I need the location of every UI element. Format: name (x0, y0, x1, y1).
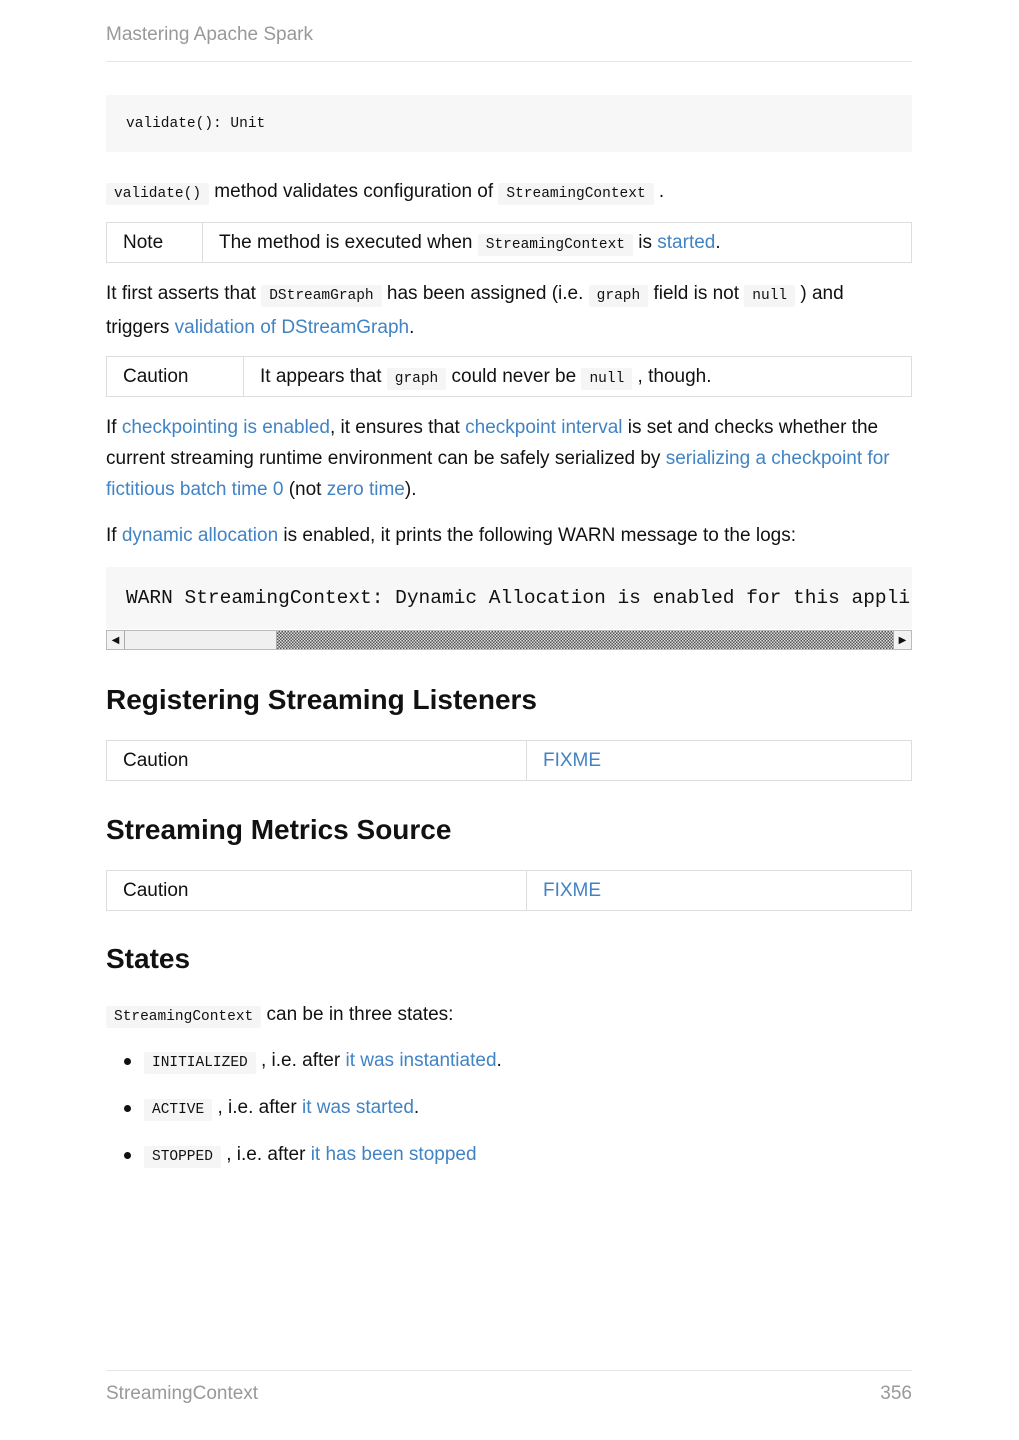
text: If (106, 417, 122, 438)
caution-label: Caution (107, 741, 527, 781)
text: , it ensures that (329, 417, 466, 438)
text: , though. (632, 365, 712, 387)
text: . (496, 1050, 502, 1071)
caution-label: Caution (107, 357, 244, 397)
inline-code: null (744, 285, 795, 307)
scrollbar-track[interactable] (277, 631, 893, 649)
link-fixme[interactable]: FIXME (543, 749, 602, 771)
inline-code: ACTIVE (144, 1099, 212, 1121)
inline-code: validate() (106, 183, 209, 205)
text: can be in three states: (261, 1004, 454, 1025)
code-text: WARN StreamingContext: Dynamic Allocation is enabled for this appli (126, 587, 911, 609)
text: The method is executed when (219, 231, 478, 253)
paragraph-dynamic-allocation (106, 520, 912, 551)
text: . (653, 181, 665, 202)
text: (not (283, 479, 327, 500)
inline-code: DStreamGraph (261, 285, 381, 307)
link-zero-time[interactable]: zero time (326, 479, 405, 500)
caution-admonition (106, 356, 912, 397)
caution-content (244, 357, 912, 397)
inline-code: graph (589, 285, 649, 307)
text: has been assigned (i.e. (381, 283, 589, 304)
scroll-left-arrow-icon[interactable]: ◀ (107, 631, 125, 649)
running-header (106, 24, 912, 62)
inline-code: STOPPED (144, 1146, 221, 1168)
code-block-signature (106, 95, 912, 152)
horizontal-scrollbar[interactable] (106, 630, 912, 650)
paragraph-checkpointing (106, 412, 912, 505)
text: ). (404, 479, 417, 500)
inline-code: StreamingContext (106, 1006, 261, 1028)
link-checkpoint-interval[interactable]: checkpoint interval (465, 417, 623, 438)
link-instantiated[interactable]: it was instantiated (345, 1050, 497, 1071)
text: . (413, 1097, 420, 1118)
list-item (106, 1092, 912, 1139)
code-text: validate(): Unit (126, 115, 266, 132)
text: , i.e. after (212, 1097, 302, 1118)
note-label: Note (107, 223, 203, 263)
text: It first asserts that (106, 283, 262, 304)
heading-metrics-source: Streaming Metrics Source (106, 814, 452, 845)
text: . (409, 317, 415, 338)
paragraph-asserts (106, 278, 912, 343)
inline-code: StreamingContext (498, 183, 653, 205)
text: . (715, 231, 721, 253)
link-validation-dstreamgraph[interactable]: validation of DStreamGraph (174, 317, 410, 338)
caution-label: Caution (107, 871, 527, 911)
scrollbar-thumb[interactable] (125, 631, 277, 649)
states-list (106, 1045, 912, 1186)
text: ) and triggers (106, 283, 844, 338)
link-dynamic-allocation[interactable]: dynamic allocation (121, 525, 279, 546)
heading-states: States (106, 943, 191, 974)
text: It appears that (260, 365, 387, 387)
page-footer (106, 1370, 912, 1405)
link-started[interactable]: it was started (301, 1097, 414, 1118)
caution-admonition (106, 740, 912, 781)
note-content (203, 223, 912, 263)
paragraph-states (106, 999, 912, 1033)
text: is (633, 231, 658, 253)
paragraph-validate (106, 176, 912, 210)
inline-code: StreamingContext (478, 234, 633, 256)
link-serializing-checkpoint[interactable]: serializing a checkpoint for fictitious batch time 0 (106, 448, 890, 500)
text: could never be (446, 365, 582, 387)
list-item (106, 1045, 912, 1092)
list-item (106, 1139, 912, 1186)
scroll-right-arrow-icon[interactable]: ▶ (893, 631, 911, 649)
link-started[interactable]: started (657, 231, 716, 253)
heading-registering-listeners: Registering Streaming Listeners (106, 684, 538, 715)
book-title: Mastering Apache Spark (106, 24, 314, 45)
caution-admonition (106, 870, 912, 911)
link-fixme[interactable]: FIXME (543, 879, 602, 901)
text: is enabled, it prints the following WARN message to the logs: (278, 525, 796, 546)
text: , i.e. after (220, 1144, 311, 1165)
chapter-name: StreamingContext (106, 1383, 259, 1404)
text: field is not (648, 283, 745, 304)
inline-code: null (581, 368, 632, 390)
text: method validates configuration of (214, 181, 499, 202)
note-admonition (106, 222, 912, 263)
text: , i.e. after (255, 1050, 346, 1071)
code-block-warn (106, 567, 912, 629)
link-checkpointing-enabled[interactable]: checkpointing is enabled (121, 417, 330, 438)
page-number: 356 (880, 1383, 912, 1404)
link-stopped[interactable]: it has been stopped (310, 1144, 477, 1165)
text: If (106, 525, 122, 546)
text: is set and checks whether the current streaming runtime environment can be safely serialized by (106, 417, 879, 469)
inline-code: graph (387, 368, 447, 390)
inline-code: INITIALIZED (144, 1052, 256, 1074)
